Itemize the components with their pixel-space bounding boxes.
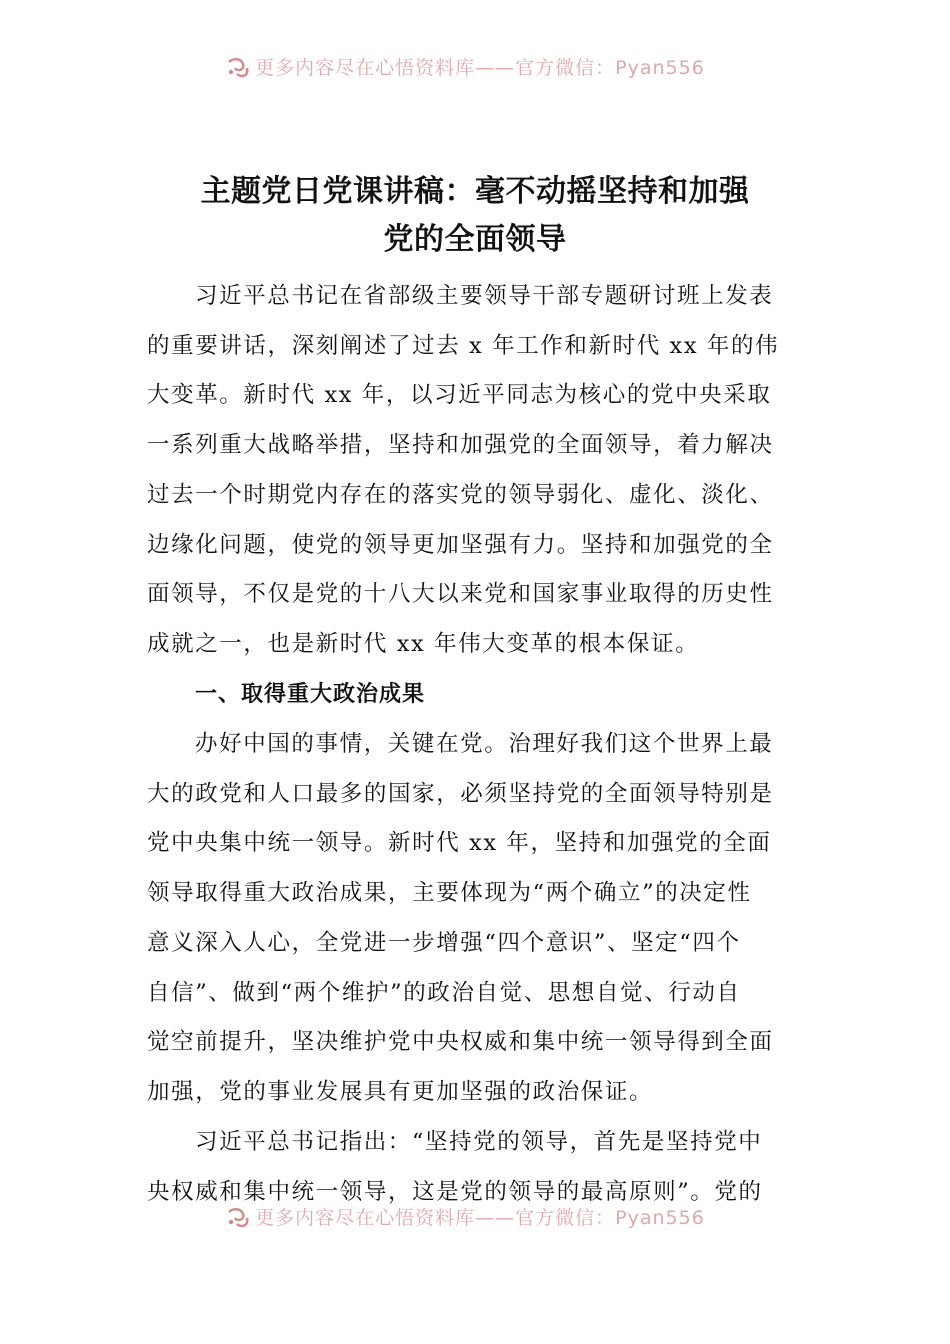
- paragraph-quote: [147, 1118, 807, 1217]
- text-line: 党中央集中统一领导。新时代 xx 年，坚持和加强党的全面: [147, 830, 772, 857]
- text-line: 大的政党和人口最多的国家，必须坚持党的全面领导特别是: [147, 780, 774, 807]
- paragraph-section-1: [147, 720, 807, 1118]
- paragraph-intro: [147, 272, 807, 670]
- text-line: 的重要讲话，深刻阐述了过去 x 年工作和新时代 xx 年的伟: [147, 332, 780, 359]
- text-line: 领导取得重大政治成果，主要体现为“两个确立”的决定性: [147, 880, 752, 907]
- text-line: 边缘化问题，使党的领导更加坚强有力。坚持和加强党的全: [147, 531, 774, 558]
- watermark-text: 更多内容尽在心悟资料库——官方微信：Pyan556: [255, 57, 705, 79]
- watermark-top: [0, 56, 950, 86]
- text-line: 意义深入人心，全党进一步增强“四个意识”、坚定“四个: [147, 929, 741, 956]
- brand-logo-icon: [225, 56, 251, 80]
- text-line: 加强，党的事业发展具有更加坚强的政治保证。: [147, 1078, 654, 1105]
- text-line: 自信”、做到“两个维护”的政治自觉、思想自觉、行动自: [147, 979, 741, 1006]
- page-title: [140, 168, 810, 264]
- title-line-1: 主题党日党课讲稿：毫不动摇坚持和加强: [200, 174, 750, 209]
- watermark-bottom: [0, 1206, 950, 1236]
- text-line: 觉空前提升，坚决维护党中央权威和集中统一领导得到全面: [147, 1029, 774, 1056]
- watermark-text: 更多内容尽在心悟资料库——官方微信：Pyan556: [255, 1207, 705, 1229]
- text-line: 央权威和集中统一领导，这是党的领导的最高原则”。党的: [147, 1178, 763, 1205]
- text-line: 过去一个时期党内存在的落实党的领导弱化、虚化、淡化、: [147, 481, 774, 508]
- title-line-2: 党的全面领导: [383, 222, 567, 257]
- text-line: 习近平总书记指出：“坚持党的领导，首先是坚持党中: [195, 1129, 763, 1155]
- text-line: 一系列重大战略举措，坚持和加强党的全面领导，着力解决: [147, 432, 774, 459]
- text-line: 面领导，不仅是党的十八大以来党和国家事业取得的历史性: [147, 581, 774, 608]
- text-line: 成就之一，也是新时代 xx 年伟大变革的根本保证。: [147, 630, 700, 657]
- text-line: 大变革。新时代 xx 年，以习近平同志为核心的党中央采取: [147, 382, 772, 409]
- section-heading: 一、取得重大政治成果: [195, 682, 426, 707]
- text-line: 习近平总书记在省部级主要领导干部专题研讨班上发表: [195, 283, 774, 309]
- brand-logo-icon: [225, 1206, 251, 1230]
- text-line: 办好中国的事情，关键在党。治理好我们这个世界上最: [195, 731, 774, 757]
